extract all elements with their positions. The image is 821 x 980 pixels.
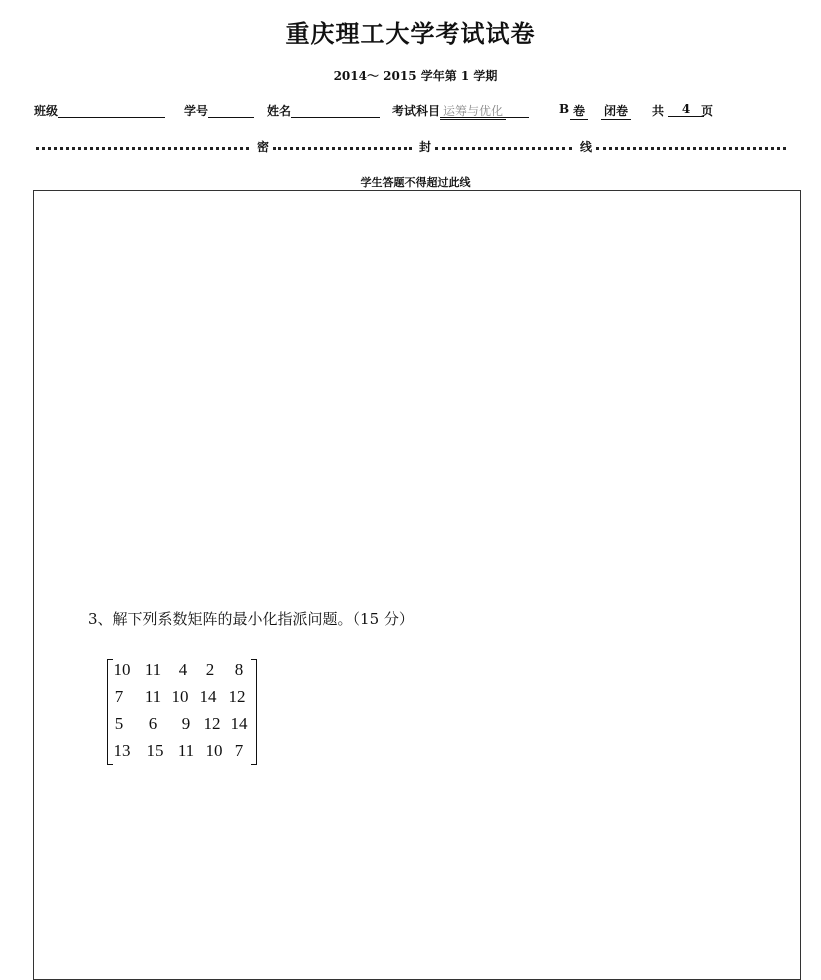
matrix-cell: 9 bbox=[181, 714, 191, 733]
seal-feng: 封 bbox=[419, 140, 432, 154]
matrix-cell: 13 bbox=[113, 741, 131, 760]
cost-matrix bbox=[107, 659, 257, 765]
seal-dots bbox=[435, 147, 572, 150]
pages-suffix: 页 bbox=[701, 104, 714, 118]
pages-count: 4 bbox=[668, 102, 704, 117]
matrix-cell: 15 bbox=[146, 741, 164, 760]
subject-value: 运筹与优化 bbox=[440, 102, 506, 120]
name-label: 姓名 bbox=[267, 104, 292, 118]
subject-label: 考试科目 bbox=[392, 104, 441, 118]
name-field[interactable] bbox=[291, 117, 380, 118]
student-id-field[interactable] bbox=[208, 117, 254, 118]
student-id-label: 学号 bbox=[184, 104, 209, 118]
matrix-cell: 6 bbox=[148, 714, 158, 733]
seal-dots bbox=[36, 147, 249, 150]
matrix-cell: 14 bbox=[199, 687, 217, 706]
matrix-cell: 12 bbox=[228, 687, 246, 706]
matrix-cell: 2 bbox=[205, 660, 215, 679]
matrix-cell: 8 bbox=[234, 660, 244, 679]
matrix-cell: 10 bbox=[171, 687, 189, 706]
matrix-cell: 7 bbox=[114, 687, 124, 706]
matrix-cell: 11 bbox=[177, 741, 195, 760]
exam-title: 重庆理工大学考试试卷 bbox=[285, 19, 536, 48]
paper-variant: B bbox=[559, 102, 570, 116]
answer-boundary-notice: 学生答题不得超过此线 bbox=[360, 176, 471, 189]
matrix-cell: 4 bbox=[178, 660, 188, 679]
matrix-cell: 10 bbox=[113, 660, 131, 679]
class-label: 班级 bbox=[34, 104, 59, 118]
matrix-cell: 7 bbox=[234, 741, 244, 760]
seal-mi: 密 bbox=[257, 140, 270, 154]
matrix-cell: 5 bbox=[114, 714, 124, 733]
paper-label: 卷 bbox=[570, 102, 588, 120]
pages-prefix: 共 bbox=[652, 104, 665, 118]
matrix-cell: 14 bbox=[230, 714, 248, 733]
seal-line bbox=[36, 138, 786, 154]
seal-dots bbox=[273, 147, 412, 150]
subject-underline bbox=[440, 117, 529, 118]
question-3: 3、解下列系数矩阵的最小化指派问题。（15 分） bbox=[88, 610, 414, 628]
matrix-cell: 11 bbox=[144, 687, 162, 706]
matrix-cell: 10 bbox=[205, 741, 223, 760]
exam-type: 闭卷 bbox=[601, 102, 631, 120]
seal-xian: 线 bbox=[580, 140, 593, 154]
matrix-cell: 11 bbox=[144, 660, 162, 679]
class-field[interactable] bbox=[58, 117, 165, 118]
seal-dots bbox=[596, 147, 786, 150]
answer-area[interactable] bbox=[33, 190, 801, 980]
academic-term: 2014～ 2015 学年第 1 学期 bbox=[333, 69, 498, 83]
matrix-cell: 12 bbox=[203, 714, 221, 733]
